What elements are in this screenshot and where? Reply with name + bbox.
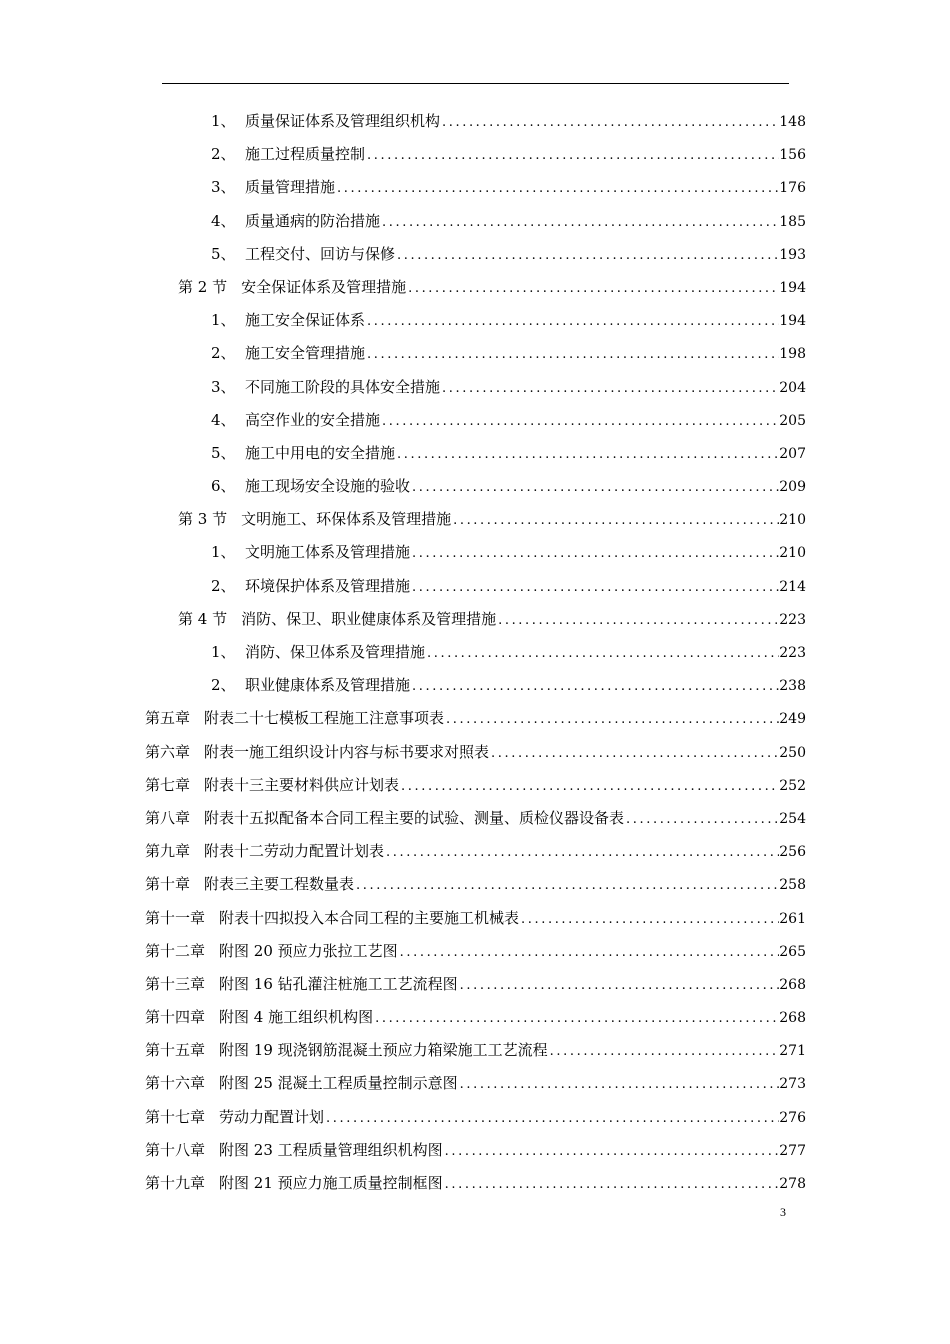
toc-entry-title: 文明施工体系及管理措施 (245, 543, 411, 562)
toc-entry[interactable] (0, 1067, 950, 1100)
toc-entry-page: 278 (779, 1176, 806, 1192)
toc-entry[interactable] (0, 802, 950, 835)
toc-entry-page: 193 (779, 246, 806, 263)
toc-entry[interactable] (0, 1167, 950, 1200)
toc-leader-dots (496, 604, 779, 637)
toc-entry-line (145, 736, 806, 770)
toc-entry-title: 附表三主要工程数量表 (204, 875, 355, 894)
toc-entry-title: 附图 20 预应力张拉工艺图 (219, 941, 398, 960)
toc-entry-page: 176 (779, 180, 806, 197)
toc-entry-title: 附图 23 工程质量管理组织机构图 (219, 1140, 443, 1159)
toc-entry-page: 258 (779, 877, 806, 894)
toc-entry-title: 质量管理措施 (245, 178, 336, 197)
toc-entry-title: 高空作业的安全措施 (245, 410, 381, 429)
toc-entry-page: 252 (779, 777, 806, 794)
toc-entry-number: 6、 (211, 477, 236, 496)
toc-entry-page: 210 (779, 545, 806, 562)
toc-entry-line (211, 304, 806, 338)
toc-entry-line (211, 636, 806, 670)
toc-entry-number: 第十二章 (145, 941, 206, 960)
toc-entry[interactable] (0, 570, 950, 603)
toc-entry[interactable] (0, 105, 950, 138)
toc-entry-page: 256 (779, 844, 806, 861)
toc-entry-title: 附图 19 现浇钢筋混凝土预应力箱梁施工工艺流程 (219, 1041, 548, 1060)
toc-entry-line (211, 238, 806, 272)
toc-entry-title: 附图 4 施工组织机构图 (219, 1008, 374, 1027)
toc-entry-title: 附表二十七模板工程施工注意事项表 (204, 709, 445, 728)
toc-leader-dots (444, 703, 779, 736)
toc-leader-dots (395, 438, 779, 471)
toc-entry-title: 环境保护体系及管理措施 (245, 576, 411, 595)
toc-entry-title: 附表十五拟配备本合同工程主要的试验、测量、质检仪器设备表 (204, 808, 625, 827)
toc-entry-page: 223 (779, 611, 806, 628)
toc-entry-number: 2、 (211, 576, 236, 595)
toc-entry[interactable] (0, 1034, 950, 1067)
toc-entry-number: 1、 (211, 112, 236, 130)
toc-entry[interactable] (0, 171, 950, 204)
toc-entry-number: 第十六章 (145, 1074, 206, 1093)
toc-entry-page: 209 (779, 479, 806, 496)
toc-entry-number: 第十五章 (145, 1041, 206, 1060)
toc-entry[interactable] (0, 702, 950, 735)
toc-entry-number: 第 4 节 (178, 609, 228, 628)
table-of-contents (0, 105, 950, 1200)
toc-leader-dots (410, 471, 779, 504)
toc-entry[interactable] (0, 636, 950, 669)
toc-entry[interactable] (0, 669, 950, 702)
toc-entry-title: 质量通病的防治措施 (245, 211, 381, 230)
toc-entry-line (211, 536, 806, 570)
toc-entry-line (211, 371, 806, 405)
toc-entry-number: 5、 (211, 244, 236, 263)
toc-leader-dots (458, 969, 780, 1002)
toc-entry[interactable] (0, 238, 950, 271)
toc-entry[interactable] (0, 1134, 950, 1167)
toc-entry-title: 施工现场安全设施的验收 (245, 477, 411, 496)
toc-leader-dots (384, 836, 779, 869)
toc-leader-dots (373, 1002, 779, 1035)
toc-leader-dots (354, 869, 779, 902)
toc-leader-dots (335, 172, 779, 205)
toc-entry-number: 2、 (211, 676, 236, 695)
toc-entry[interactable] (0, 736, 950, 769)
toc-entry-line (145, 1067, 806, 1101)
toc-entry-number: 第十三章 (145, 974, 206, 993)
toc-leader-dots (458, 1068, 780, 1101)
toc-entry-title: 附表十四拟投入本合同工程的主要施工机械表 (219, 908, 520, 927)
toc-entry-page: 238 (779, 678, 806, 695)
toc-entry[interactable] (0, 769, 950, 802)
toc-entry-line (145, 769, 806, 803)
toc-leader-dots (489, 737, 779, 770)
toc-entry[interactable] (0, 304, 950, 337)
toc-entry-title: 安全保证体系及管理措施 (241, 277, 407, 296)
toc-entry-line (145, 802, 806, 836)
toc-entry-title: 消防、保卫体系及管理措施 (245, 643, 426, 661)
toc-entry-line (211, 437, 806, 471)
toc-entry-number: 第七章 (145, 775, 191, 794)
toc-entry-number: 1、 (211, 311, 236, 330)
toc-entry-line (145, 968, 806, 1002)
toc-entry[interactable] (0, 935, 950, 968)
toc-entry-line (211, 570, 806, 604)
toc-leader-dots (324, 1102, 779, 1135)
toc-entry-page: 268 (779, 1010, 806, 1027)
toc-entry-page: 271 (779, 1043, 806, 1060)
toc-leader-dots (399, 770, 779, 803)
toc-entry-page: 250 (779, 744, 806, 761)
toc-entry-line (211, 470, 806, 504)
toc-entry[interactable] (0, 902, 950, 935)
toc-entry-page: 205 (779, 412, 806, 429)
toc-entry[interactable] (0, 1001, 950, 1034)
toc-entry-title: 附表一施工组织设计内容与标书要求对照表 (204, 742, 490, 761)
toc-entry-page: 198 (779, 346, 806, 363)
toc-entry-number: 第 2 节 (178, 277, 228, 296)
toc-entry-number: 3、 (211, 377, 236, 396)
toc-leader-dots (440, 372, 779, 405)
toc-entry-line (211, 138, 806, 172)
toc-entry-page: 185 (779, 213, 806, 230)
toc-entry-number: 第八章 (145, 808, 191, 827)
toc-leader-dots (398, 936, 780, 969)
toc-leader-dots (624, 803, 779, 836)
toc-entry-page: 249 (779, 711, 806, 728)
toc-entry-line (145, 835, 806, 869)
toc-entry-title: 职业健康体系及管理措施 (245, 676, 411, 695)
toc-entry-line (145, 935, 806, 969)
toc-entry-page: 265 (779, 943, 806, 960)
toc-entry-number: 第十章 (145, 875, 191, 894)
toc-entry[interactable] (0, 835, 950, 868)
toc-entry-page: 273 (779, 1076, 806, 1093)
toc-entry[interactable] (0, 138, 950, 171)
toc-entry-number: 第六章 (145, 742, 191, 761)
toc-leader-dots (519, 903, 779, 936)
toc-entry-title: 施工安全保证体系 (245, 311, 366, 330)
toc-entry-page: 194 (779, 313, 806, 330)
toc-entry[interactable] (0, 968, 950, 1001)
toc-entry-number: 第 3 节 (178, 510, 228, 529)
toc-entry-line (211, 404, 806, 438)
toc-leader-dots (443, 1168, 780, 1201)
toc-entry-line (145, 1101, 806, 1135)
toc-entry-page: 223 (779, 645, 806, 661)
toc-entry-page: 276 (779, 1109, 806, 1126)
toc-entry-number: 第十七章 (145, 1107, 206, 1126)
toc-entry-number: 第九章 (145, 842, 191, 861)
toc-entry-page: 194 (779, 279, 806, 296)
toc-leader-dots (410, 537, 779, 570)
toc-entry-number: 第十一章 (145, 908, 206, 927)
toc-entry-page: 254 (779, 810, 806, 827)
toc-entry-line (145, 702, 806, 736)
toc-leader-dots (425, 637, 779, 670)
toc-leader-dots (380, 206, 779, 239)
toc-entry-title: 附图 21 预应力施工质量控制框图 (219, 1174, 443, 1192)
toc-leader-dots (365, 139, 779, 172)
toc-entry-line (211, 205, 806, 239)
toc-leader-dots (365, 305, 779, 338)
toc-entry-line (178, 503, 806, 537)
toc-entry-number: 第五章 (145, 709, 191, 728)
toc-entry-title: 消防、保卫、职业健康体系及管理措施 (241, 609, 497, 628)
toc-entry-page: 207 (779, 445, 806, 462)
toc-entry[interactable] (0, 1101, 950, 1134)
toc-leader-dots (548, 1035, 780, 1068)
toc-entry-title: 施工过程质量控制 (245, 145, 366, 164)
page-number: 3 (780, 1205, 786, 1219)
toc-leader-dots (410, 571, 779, 604)
toc-entry[interactable] (0, 337, 950, 370)
toc-entry-number: 4、 (211, 410, 236, 429)
toc-entry-number: 4、 (211, 211, 236, 230)
toc-entry-line (145, 868, 806, 902)
toc-entry-number: 1、 (211, 643, 236, 661)
toc-leader-dots (365, 338, 779, 371)
toc-entry-line (145, 1034, 806, 1068)
header-rule (162, 83, 789, 84)
toc-entry-title: 劳动力配置计划 (219, 1107, 325, 1126)
toc-entry-page: 156 (779, 147, 806, 164)
toc-entry-number: 2、 (211, 344, 236, 363)
toc-entry-number: 第十四章 (145, 1008, 206, 1027)
toc-entry[interactable] (0, 271, 950, 304)
toc-entry-line (178, 603, 806, 637)
toc-entry-title: 工程交付、回访与保修 (245, 244, 396, 263)
toc-entry-title: 施工中用电的安全措施 (245, 443, 396, 462)
toc-entry-line (211, 105, 806, 139)
toc-entry-line (145, 902, 806, 936)
toc-entry[interactable] (0, 603, 950, 636)
toc-entry-number: 第十九章 (145, 1174, 206, 1192)
toc-entry-page: 204 (779, 379, 806, 396)
toc-entry[interactable] (0, 536, 950, 569)
toc-entry-title: 附图 25 混凝土工程质量控制示意图 (219, 1074, 458, 1093)
toc-entry-title: 附图 16 钻孔灌注桩施工工艺流程图 (219, 974, 458, 993)
toc-entry-line (145, 1167, 806, 1201)
toc-entry-line (211, 337, 806, 371)
toc-entry[interactable] (0, 371, 950, 404)
toc-leader-dots (395, 239, 779, 272)
toc-entry-number: 第十八章 (145, 1140, 206, 1159)
toc-entry-number: 5、 (211, 443, 236, 462)
toc-entry[interactable] (0, 470, 950, 503)
toc-entry-page: 214 (779, 578, 806, 595)
toc-entry[interactable] (0, 205, 950, 238)
toc-entry-title: 质量保证体系及管理组织机构 (245, 112, 441, 130)
toc-leader-dots (451, 504, 779, 537)
toc-leader-dots (410, 670, 779, 703)
toc-entry-line (145, 1134, 806, 1168)
toc-entry[interactable] (0, 404, 950, 437)
toc-leader-dots (406, 272, 779, 305)
toc-entry[interactable] (0, 503, 950, 536)
toc-entry[interactable] (0, 868, 950, 901)
toc-entry[interactable] (0, 437, 950, 470)
toc-entry-number: 3、 (211, 178, 236, 197)
toc-entry-number: 1、 (211, 543, 236, 562)
toc-entry-title: 附表十三主要材料供应计划表 (204, 775, 400, 794)
toc-entry-title: 施工安全管理措施 (245, 344, 366, 363)
toc-entry-title: 附表十二劳动力配置计划表 (204, 842, 385, 861)
toc-entry-page: 277 (779, 1142, 806, 1159)
toc-entry-number: 2、 (211, 145, 236, 164)
toc-leader-dots (443, 1135, 780, 1168)
toc-entry-title: 不同施工阶段的具体安全措施 (245, 377, 441, 396)
toc-entry-line (211, 669, 806, 703)
toc-entry-line (145, 1001, 806, 1035)
toc-leader-dots (440, 106, 779, 139)
toc-leader-dots (380, 405, 779, 438)
toc-entry-line (211, 171, 806, 205)
toc-entry-page: 148 (779, 114, 806, 130)
toc-entry-page: 268 (779, 976, 806, 993)
toc-entry-title: 文明施工、环保体系及管理措施 (241, 510, 452, 529)
toc-entry-page: 210 (779, 512, 806, 529)
toc-entry-page: 261 (779, 910, 806, 927)
toc-entry-line (178, 271, 806, 305)
